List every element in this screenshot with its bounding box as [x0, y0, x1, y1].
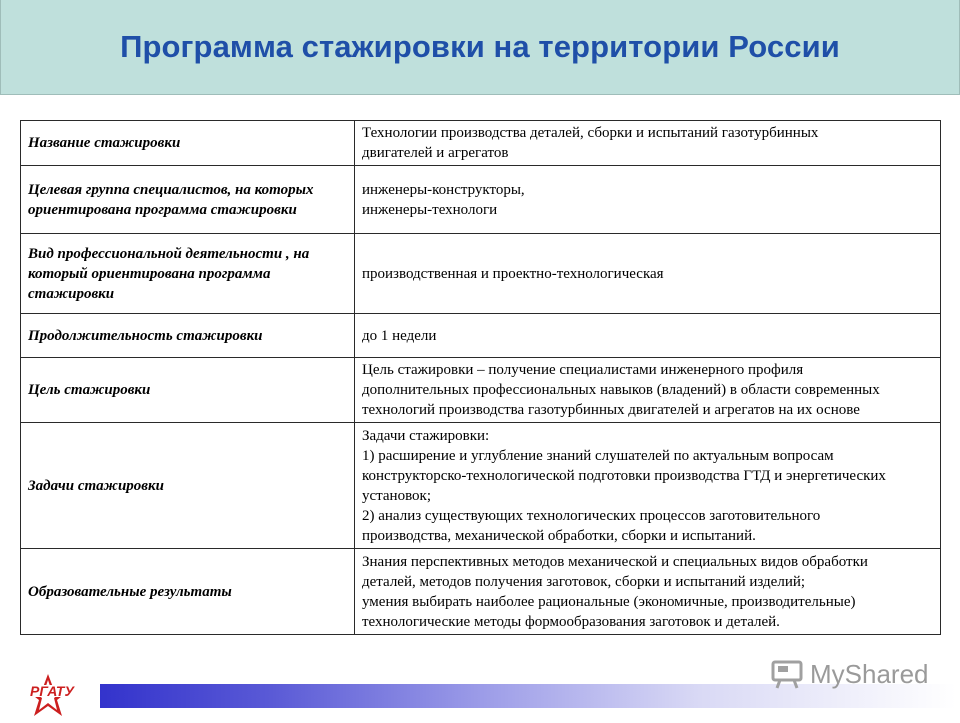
logo-text: РГАТУ: [30, 683, 74, 699]
row-label: Продолжительность стажировки: [21, 314, 355, 358]
watermark-text: MyShared: [810, 658, 929, 689]
table-row: [21, 314, 941, 358]
rgatu-logo-icon: [6, 672, 98, 718]
row-value: Знания перспективных методов механической и специальных видов обработки деталей, методов получения заготовок, сборки и испытаний изделий; умения выбирать наиболее рациональные (экономичные, производительные) технологические методы формообразования заготовок и деталей.: [355, 549, 941, 635]
watermark: [770, 656, 929, 692]
table-row: [21, 358, 941, 423]
table-row: [21, 121, 941, 166]
row-value: Технологии производства деталей, сборки и испытаний газотурбинных двигателей и агрегатов: [355, 121, 941, 166]
row-label: Вид профессиональной деятельности , на который ориентирована программа стажировки: [21, 234, 355, 314]
row-label: Цель стажировки: [21, 358, 355, 423]
internship-table: [20, 120, 941, 635]
table-row: [21, 423, 941, 549]
table-row: [21, 166, 941, 234]
row-value: Цель стажировки – получение специалистами инженерного профиля дополнительных профессиональных навыков (владений) в области современных технологий производства газотурбинных двигателей и агрегатов на их основе: [355, 358, 941, 423]
table-row: [21, 549, 941, 635]
projector-icon: [770, 659, 804, 689]
row-label: Задачи стажировки: [21, 423, 355, 549]
row-label: Целевая группа специалистов, на которых ориентирована программа стажировки: [21, 166, 355, 234]
row-value: инженеры-конструкторы, инженеры-технологи: [355, 166, 941, 234]
row-value: до 1 недели: [355, 314, 941, 358]
slide-title: Программа стажировки на территории России: [120, 29, 840, 64]
row-value: Задачи стажировки: 1) расширение и углубление знаний слушателей по актуальным вопросам конструкторско-технологической подготовки производства ГТД и энергетических установок; 2) анализ существующих технологических процессов заготовительного производства, механической обработки, сборки и испытаний.: [355, 423, 941, 549]
row-value: производственная и проектно-технологическая: [355, 234, 941, 314]
slide-header: [0, 0, 960, 95]
row-label: Название стажировки: [21, 121, 355, 166]
row-label: Образовательные результаты: [21, 549, 355, 635]
table-row: [21, 234, 941, 314]
